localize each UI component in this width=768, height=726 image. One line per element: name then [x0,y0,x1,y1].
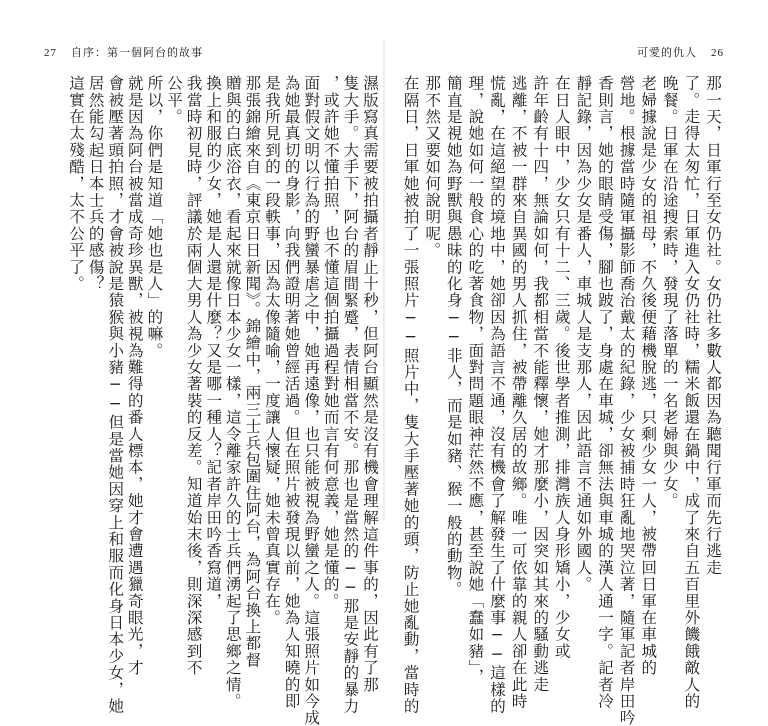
text-column: 隻大手。大手下，阿台的眉間緊蹙，表情相當不安。那也是當然的──那是安靜的暴力 [341,75,360,715]
text-column: 營地。根據當時隨軍攝影師喬治戴太的紀錄，少女被捕時狂亂地哭泣著，隨軍記者岸田吟 [617,75,636,726]
text-column: 就是因為阿台被當成奇珍異獸，被視為難得的番人標本，她才會遭遇獵奇眼光，才 [125,75,144,677]
text-column: 了。走得太匆忙，日軍進入女仍社時，糯米飯還在鍋中，成了來自五百里外饑餓敵人的 [682,75,701,710]
text-column: 公平。 [164,75,183,126]
text-column: 面對假文明以行為的野蠻暴虐之中，她再遠像，也只能被視為野蠻之人。這張照片如今成 [302,75,321,726]
text-column: 所以，你們是知道「她也是人」的嘛。 [145,75,164,359]
text-column: 靜記錄，因為少女是番人，車城人是支那人，因此語言不通如外國人。 [574,75,593,593]
text-column: 在隔日，日軍她被拍了一張照片──照片中，隻大手壓著她的頭，防止她亂動，當時的 [401,75,420,715]
text-column: 晚餐。日軍在沿途搜索時，發現了落單的一名老婦與少女。 [660,75,679,510]
text-column: 在日人眼中，少女只有十二、三歲。後世學者推測，排灣族人身形矯小，少女或 [552,75,571,660]
text-column: ，或許她不懂拍照，也不懂這個拍攝過程對她而言有何意義，她是懂的。 [321,75,340,610]
text-column: 換上和服的少女，她是人還是什麼？又是哪一種人？記者岸田吟香寫道， [204,75,223,610]
text-column: 濕版寫真需要被拍攝者靜止十秒，但阿台顯然是沒有機會理解這件事的，因此有了那 [360,75,379,693]
left-page-header [30,44,203,60]
text-column: 那一天，日軍行至女仍社。女仍社多數人都因為聽聞行軍而先行逃走 [703,75,722,576]
text-column: 是我所見到的一段軼事，因為太像隨喻，一度讓人懷疑，她未曾真實存在。 [262,75,281,627]
text-column: 會被壓著頭拍照，才會被說是猿猴與小豬──但是當她因穿上和服而化身日本少女，她 [106,75,125,715]
text-column: 居然能勾起日本士兵的感傷？ [86,75,105,293]
text-column: 贈與的白底浴衣，看起來就像日本少女一樣，這令離家許久的士兵們湧起了思鄉之情。 [223,75,242,710]
text-column: 為她最真切的身影，向我們證明著她曾經活過。但在照片被發現以前，她為人知曉的即 [282,75,301,710]
text-column: 逃離，不被一群來自異國的男人抓住，被帶離久居的故鄉。唯一可依靠的親人卻在此時 [509,75,528,710]
right-page-text [393,75,723,726]
left-page-number: 27 [44,47,57,59]
text-column: 許年齡有十四，無論如何，我都相當不能釋懷，她才那麼小，因突如其來的騷動逃走 [531,75,550,693]
right-page-header [637,44,738,60]
left-running-title: 自序：第一個阿台的故事 [71,46,203,59]
text-column: 簡直是視她為野獸與愚昧的化身──非人，而是如豬、猴一般的動物。 [444,75,463,598]
text-column: 這實在太殘酷，太不公平了。 [66,75,85,293]
text-column: 慌亂，在這絕望的境地中，她卻因為語言不通，沒有機會了解發生了什麼事──這樣的 [487,75,506,715]
text-column: 那不然又要如何說明呢。 [423,75,442,259]
text-column: 香則言，她的眼睛受傷，腳也跛了，身處在車城，卻無法與車城的漢人通一字。記者冷 [595,75,614,710]
text-column: 那張錦繪來自《東京日日新聞》。錦繪中，兩三士兵包圍住阿台，為阿台換上都督 [243,75,262,669]
text-column: 老婦據說是少女的祖母，不久後便藉機脫逃，只剩少女一人，被帶回日軍在車城的 [639,75,658,677]
book-gutter [383,40,385,520]
text-column: 我當時初見時，評議於兩個大男人為少女著裝的反差。知道始末後，則深深感到不 [184,75,203,677]
left-page-text [62,75,380,726]
text-column: 理，說她如何一般食心的吃著食物，面對問題眼神茫然不應，甚至說她「蠢如豬」， [466,75,485,686]
right-page-number: 26 [711,47,724,59]
right-running-title: 可愛的仇人 [637,46,697,59]
